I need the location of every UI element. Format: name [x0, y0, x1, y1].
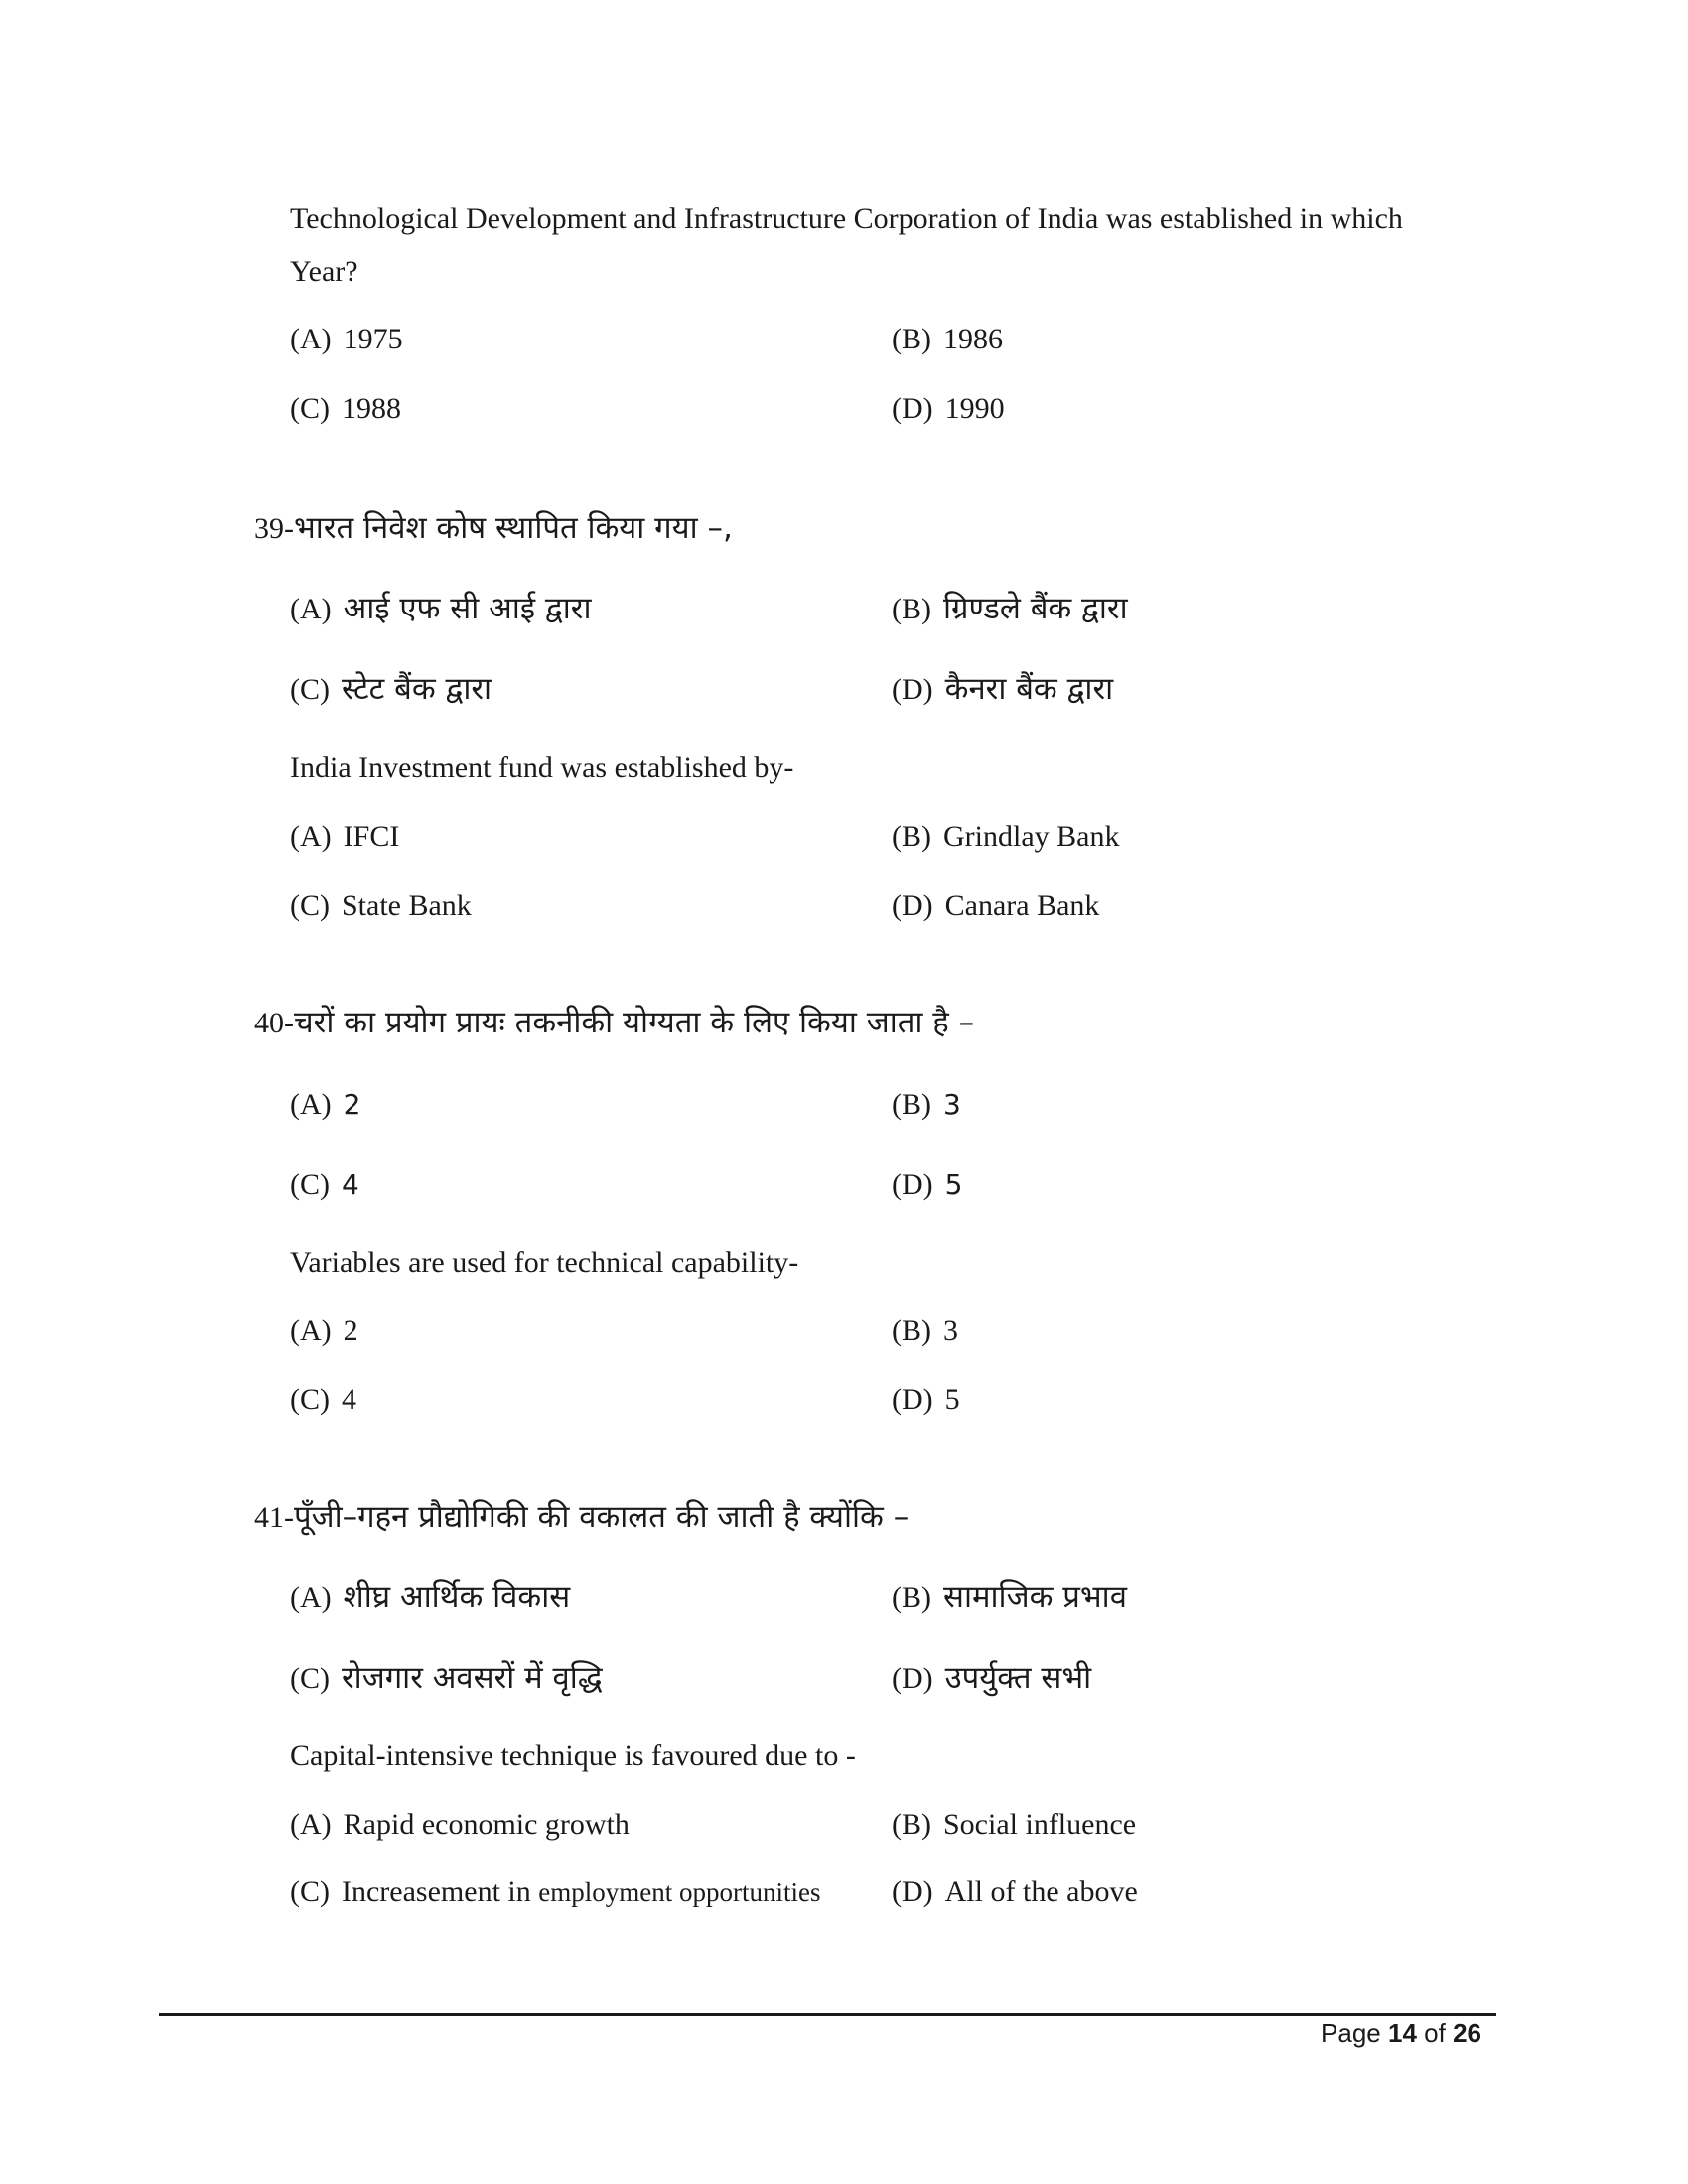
option-text: 1990	[944, 392, 1005, 425]
option-label: (D)	[892, 673, 933, 706]
option-c	[290, 1658, 603, 1699]
question-text-hindi: चरों का प्रयोग प्रायः तकनीकी योग्यता के लिए किया जाता है –	[294, 1005, 975, 1040]
option-text: 5	[944, 1168, 963, 1201]
option-c	[290, 389, 401, 429]
question-heading	[254, 1003, 974, 1043]
option-label: (A)	[290, 1088, 332, 1121]
question-text-english: Variables are used for technical capability-	[290, 1246, 799, 1279]
option-label: (C)	[290, 1168, 330, 1201]
option-label: (C)	[290, 1662, 330, 1695]
option-label: (C)	[290, 673, 330, 706]
question-text-english: India Investment fund was established by-	[290, 751, 794, 784]
option-d	[892, 1165, 962, 1205]
option-text: Rapid economic growth	[343, 1808, 630, 1841]
option-text: उपर्युक्त सभी	[944, 1660, 1092, 1696]
option-a	[290, 589, 591, 629]
option-d	[892, 1380, 960, 1420]
question-number: 40-	[254, 1007, 294, 1039]
option-label: (D)	[892, 1875, 933, 1908]
option-label: (D)	[892, 392, 933, 425]
option-label: (B)	[892, 593, 931, 625]
question-number: 39-	[254, 512, 294, 545]
option-label: (A)	[290, 1314, 332, 1347]
option-text: सामाजिक प्रभाव	[943, 1579, 1127, 1615]
option-label: (B)	[892, 1808, 931, 1841]
question-heading	[254, 1497, 909, 1538]
option-a	[290, 320, 403, 359]
option-b	[892, 1311, 958, 1351]
option-text: 5	[944, 1383, 960, 1416]
option-text: ग्रिण्डले बैंक द्वारा	[943, 591, 1128, 626]
option-text: Canara Bank	[944, 889, 1100, 922]
option-d	[892, 1658, 1091, 1699]
option-label: (A)	[290, 323, 332, 355]
option-text: 2	[343, 1088, 361, 1121]
option-text: शीघ्र आर्थिक विकास	[343, 1579, 571, 1615]
page-word: Page	[1321, 2018, 1381, 2048]
option-b	[892, 589, 1128, 629]
option-a	[290, 1085, 360, 1125]
option-label: (C)	[290, 1383, 330, 1416]
page-number	[1321, 2015, 1481, 2051]
option-d	[892, 1872, 1138, 1912]
option-text: आई एफ सी आई द्वारा	[343, 591, 592, 626]
option-a	[290, 1805, 630, 1844]
footer-divider	[159, 2013, 1496, 2016]
option-c	[290, 1380, 356, 1420]
option-text: कैनरा बैंक द्वारा	[944, 671, 1114, 707]
page-total: 26	[1453, 2018, 1481, 2048]
question-text-english: Capital-intensive technique is favoured due to -	[290, 1739, 856, 1772]
option-text: 1986	[943, 323, 1003, 355]
option-text: 2	[343, 1314, 358, 1347]
option-label: (C)	[290, 392, 330, 425]
question-text-hindi: पूँजी–गहन प्रौद्योगिकी की वकालत की जाती है क्योंकि –	[294, 1499, 910, 1535]
option-label: (C)	[290, 1875, 330, 1908]
question-heading	[254, 508, 733, 549]
option-label: (D)	[892, 889, 933, 922]
of-word: of	[1424, 2018, 1446, 2048]
option-b	[892, 1805, 1136, 1844]
option-label: (B)	[892, 1581, 931, 1614]
question-number: 41-	[254, 1501, 294, 1534]
option-a	[290, 1577, 570, 1618]
option-label: (A)	[290, 593, 332, 625]
option-text: Grindlay Bank	[943, 820, 1120, 853]
option-a	[290, 1311, 358, 1351]
option-text: 3	[943, 1088, 961, 1121]
option-label: (B)	[892, 323, 931, 355]
option-c	[290, 669, 492, 710]
option-text: Increasement in	[342, 1875, 531, 1908]
option-b	[892, 320, 1003, 359]
option-a	[290, 817, 399, 857]
option-label: (B)	[892, 820, 931, 853]
option-text: State Bank	[342, 889, 472, 922]
page-current: 14	[1388, 2018, 1417, 2048]
option-text: 3	[943, 1314, 958, 1347]
option-b	[892, 1085, 961, 1125]
option-d	[892, 887, 1099, 926]
question-text-line: Year?	[290, 255, 358, 288]
question-text-line: Technological Development and Infrastructure Corporation of India was established in which	[290, 203, 1403, 235]
option-d	[892, 389, 1005, 429]
option-text: स्टेट बैंक द्वारा	[342, 671, 492, 707]
option-text: 4	[342, 1383, 356, 1416]
option-label: (A)	[290, 1808, 332, 1841]
option-label: (D)	[892, 1168, 933, 1201]
option-label: (B)	[892, 1314, 931, 1347]
option-c	[290, 1165, 359, 1205]
option-c	[290, 1872, 820, 1912]
option-text: 1988	[342, 392, 401, 425]
option-text: रोजगार अवसरों में वृद्धि	[342, 1660, 603, 1696]
option-label: (D)	[892, 1383, 933, 1416]
option-text: All of the above	[944, 1875, 1138, 1908]
option-text: 4	[342, 1168, 359, 1201]
option-text: Social influence	[943, 1808, 1137, 1841]
option-d	[892, 669, 1113, 710]
option-label: (C)	[290, 889, 330, 922]
option-text: employment opportunities	[538, 1877, 821, 1907]
option-text: 1975	[343, 323, 403, 355]
question-text-hindi: भारत निवेश कोष स्थापित किया गया –,	[294, 510, 733, 546]
option-label: (D)	[892, 1662, 933, 1695]
option-b	[892, 817, 1119, 857]
option-label: (B)	[892, 1088, 931, 1121]
option-label: (A)	[290, 820, 332, 853]
option-b	[892, 1577, 1127, 1618]
option-label: (A)	[290, 1581, 332, 1614]
option-c	[290, 887, 472, 926]
option-text: IFCI	[343, 820, 400, 853]
